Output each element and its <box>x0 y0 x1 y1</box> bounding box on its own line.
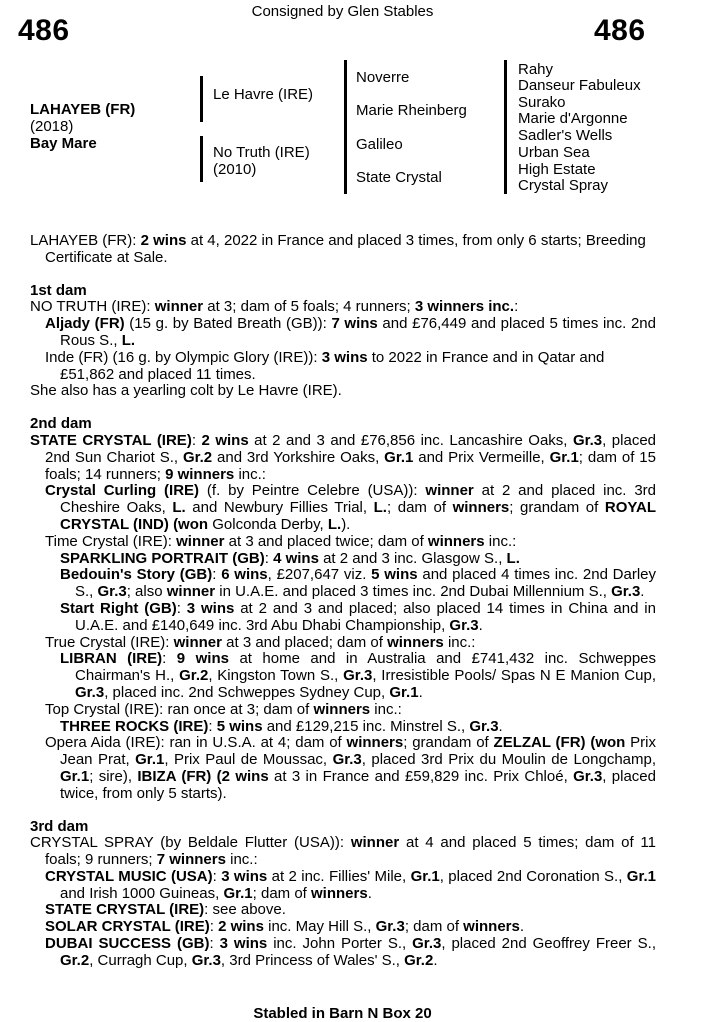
dam-year: (2010) <box>213 161 257 178</box>
horse-sex: Bay Mare <box>30 135 97 152</box>
opera-aida-entry: Opera Aida (IRE): ran in U.S.A. at 4; dam of winners; grandam of ZELZAL (FR) (won Prix Jean Prat, Gr.1, Prix Paul de Moussac, Gr.3, placed 3rd Prix du Moulin de Longchamp, Gr.1; sire), IBIZA (FR) (2 wins at 3 in France and £59,829 inc. Prix Chloé, Gr.3, placed twice, from only 5 starts). <box>45 734 657 802</box>
third-dam-heading: 3rd dam <box>30 817 89 835</box>
grand-dam-1: Marie Rheinberg <box>356 102 467 119</box>
great-grand-5: Sadler's Wells <box>518 127 613 144</box>
first-dam-heading: 1st dam <box>30 281 87 299</box>
bedouins-story-entry: Bedouin's Story (GB): 6 wins, £207,647 viz. 5 wins and placed 4 times inc. 2nd Darley S., Gr.3; also winner in U.A.E. and placed 3 times inc. 2nd Dubai Millennium S., Gr.3. <box>60 566 657 601</box>
great-grand-8: Crystal Spray <box>518 177 609 194</box>
three-rocks-entry: THREE ROCKS (IRE): 5 wins and £129,215 inc. Minstrel S., Gr.3. <box>60 717 503 735</box>
great-grand-6: Urban Sea <box>518 144 590 161</box>
great-grand-2: Danseur Fabuleux <box>518 77 641 94</box>
sire-name: Le Havre (IRE) <box>213 86 314 103</box>
pedigree-line-grand <box>344 60 347 194</box>
aljady-entry: Aljady (FR) (15 g. by Bated Breath (GB)): 7 wins and £76,449 and placed 5 times inc. 2nd Rous S., L. <box>45 315 656 349</box>
crystal-spray-paragraph: CRYSTAL SPRAY (by Beldale Flutter (USA)): winner at 4 and placed 5 times; dam of 11 foals; 9 runners; 7 winners inc.: <box>30 834 656 869</box>
dubai-success-entry: DUBAI SUCCESS (GB): 3 wins inc. John Porter S., Gr.3, placed 2nd Geoffrey Freer S., Gr.2, Curragh Cup, Gr.3, 3rd Princess of Wales' S., Gr.2. <box>45 935 656 969</box>
great-grand-7: High Estate <box>518 161 596 178</box>
state-crystal-paragraph: STATE CRYSTAL (IRE): 2 wins at 2 and 3 and £76,856 inc. Lancashire Oaks, Gr.3, placed 2nd Sun Chariot S., Gr.2 and 3rd Yorkshire Oaks, Gr.1 and Prix Vermeille, Gr.1; dam of 15 foals; 14 runners; 9 winners inc.: <box>30 431 657 483</box>
pedigree-line-sire <box>200 76 203 122</box>
crystal-curling-entry: Crystal Curling (IRE) (f. by Peintre Celebre (USA)): winner at 2 and placed inc. 3rd Cheshire Oaks, L. and Newbury Fillies Trial, L.; dam of winners; grandam of ROYAL CRYSTAL (IND) (won Golconda Derby, L.). <box>45 482 656 533</box>
crystal-music-entry: CRYSTAL MUSIC (USA): 3 wins at 2 inc. Fillies' Mile, Gr.1, placed 2nd Coronation S., Gr.1 and Irish 1000 Guineas, Gr.1; dam of winners. <box>45 867 656 902</box>
second-dam-heading: 2nd dam <box>30 415 92 433</box>
start-right-entry: Start Right (GB): 3 wins at 2 and 3 and placed; also placed 14 times in China and in U.A.E. and £140,649 inc. 3rd Abu Dhabi Championship, Gr.3. <box>60 599 656 634</box>
first-dam-paragraph: NO TRUTH (IRE): winner at 3; dam of 5 foals; 4 runners; 3 winners inc.: <box>30 298 519 316</box>
sparkling-portrait-entry: SPARKLING PORTRAIT (GB): 4 wins at 2 and 3 inc. Glasgow S., L. <box>60 549 520 567</box>
great-grand-1: Rahy <box>518 61 554 78</box>
pedigree-line-great-grand <box>504 60 507 194</box>
horse-year: (2018) <box>30 118 74 135</box>
solar-crystal-entry: SOLAR CRYSTAL (IRE): 2 wins inc. May Hill S., Gr.3; dam of winners. <box>45 918 525 936</box>
yearling-note: She also has a yearling colt by Le Havre (IRE). <box>30 382 342 400</box>
grand-sire-1: Noverre <box>356 69 410 86</box>
true-crystal-entry: True Crystal (IRE): winner at 3 and placed; dam of winners inc.: <box>45 633 476 651</box>
stabled-note: Stabled in Barn N Box 20 <box>253 1005 432 1022</box>
lot-number-left: 486 <box>18 14 70 47</box>
lot-number-right: 486 <box>594 14 646 47</box>
great-grand-4: Marie d'Argonne <box>518 110 628 127</box>
dam-name: No Truth (IRE) <box>213 144 310 161</box>
grand-dam-2: State Crystal <box>356 169 442 186</box>
top-crystal-entry: Top Crystal (IRE): ran once at 3; dam of winners inc.: <box>45 700 402 718</box>
consignor-line: Consigned by Glen Stables <box>251 3 434 20</box>
horse-name: LAHAYEB (FR) <box>30 101 136 118</box>
time-crystal-entry: Time Crystal (IRE): winner at 3 and placed twice; dam of winners inc.: <box>45 532 517 550</box>
great-grand-3: Surako <box>518 94 566 111</box>
grand-sire-2: Galileo <box>356 136 403 153</box>
state-crystal-entry: STATE CRYSTAL (IRE): see above. <box>45 901 286 919</box>
intro-paragraph: LAHAYEB (FR): 2 wins at 4, 2022 in France and placed 3 times, from only 6 starts; Breeding Certificate at Sale. <box>30 232 646 266</box>
libran-entry: LIBRAN (IRE): 9 wins at home and in Australia and £741,432 inc. Schweppes Chairman's H., Gr.2, Kingston Town S., Gr.3, Irresistible Pools/ Spas N E Manion Cup, Gr.3, placed inc. 2nd Schweppes Sydney Cup, Gr.1. <box>60 650 656 701</box>
catalogue-body <box>30 233 656 970</box>
inde-entry: Inde (FR) (16 g. by Olympic Glory (IRE)): 3 wins to 2022 in France and in Qatar and £51,862 and placed 11 times. <box>45 348 605 383</box>
pedigree-line-dam <box>200 136 203 182</box>
